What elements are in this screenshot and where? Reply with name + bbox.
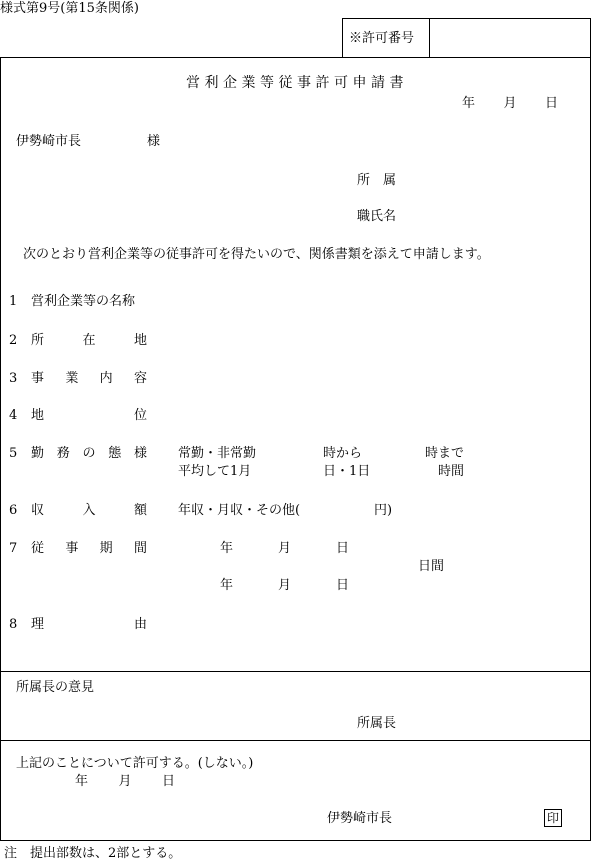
item-number: 4 xyxy=(9,408,18,423)
item-label-business-content: 事 業 内 容 xyxy=(31,371,147,386)
permit-number-box xyxy=(342,18,591,58)
chief-signer-label: 所属長 xyxy=(357,716,397,731)
item-label-reason: 理 由 xyxy=(31,617,147,632)
item-number: 5 xyxy=(9,446,18,461)
date-day: 日 xyxy=(544,96,558,111)
item-label-position: 地 位 xyxy=(31,408,147,423)
work-type-options: 常勤・非常勤 xyxy=(178,446,257,461)
work-start-hour-label: 時から xyxy=(323,446,363,461)
section-divider xyxy=(0,671,591,672)
item-number: 3 xyxy=(9,371,18,386)
item-label-work-mode: 勤 務 の 態 様 xyxy=(31,446,147,461)
submission-note: 注 提出部数は、2部とする。 xyxy=(4,846,182,861)
item-number: 7 xyxy=(9,541,18,556)
approval-statement: 上記のことについて許可する。(しない。) xyxy=(16,756,254,771)
section-divider xyxy=(0,740,591,741)
work-end-hour-label: 時まで xyxy=(425,446,465,461)
affiliation-label: 所 属 xyxy=(357,173,397,188)
seal-stamp-icon: 印 xyxy=(544,809,562,827)
date-month: 月 xyxy=(503,96,517,111)
item-number: 6 xyxy=(9,503,18,518)
item-label-location: 所 在 地 xyxy=(31,333,147,348)
approval-date: 年 月 日 xyxy=(75,774,175,789)
permit-number-divider xyxy=(429,19,430,57)
form-number-label: 様式第9号(第15条関係) xyxy=(0,1,139,16)
period-start-date: 年 月 日 xyxy=(220,541,349,556)
intro-statement: 次のとおり営利企業等の従事許可を得たいので、関係書類を添えて申請します。 xyxy=(23,247,490,262)
period-end-date: 年 月 日 xyxy=(220,578,349,593)
form-title: 営利企業等従事許可申請書 xyxy=(186,75,408,91)
period-days-label: 日間 xyxy=(418,559,445,574)
position-name-label: 職氏名 xyxy=(357,209,397,224)
monthly-average-label: 平均して1月 xyxy=(178,464,252,479)
item-label-income: 収 入 額 xyxy=(31,503,147,518)
permit-number-label: ※許可番号 xyxy=(349,31,415,46)
item-number: 8 xyxy=(9,617,18,632)
item-number: 1 xyxy=(9,294,18,309)
item-label-company-name: 営利企業等の名称 xyxy=(31,294,136,309)
date-year: 年 xyxy=(462,96,476,111)
days-per-day-label: 日・1日 xyxy=(323,464,371,479)
addressee-name: 伊勢崎市長 xyxy=(16,134,82,149)
mayor-signer-label: 伊勢崎市長 xyxy=(327,811,393,826)
item-label-service-period: 従 事 期 間 xyxy=(31,541,147,556)
chief-opinion-label: 所属長の意見 xyxy=(16,680,95,695)
hours-label: 時間 xyxy=(438,464,465,479)
income-yen-label: 円) xyxy=(374,503,393,518)
income-type-options: 年収・月収・その他( xyxy=(178,503,301,518)
application-date xyxy=(462,97,558,110)
item-number: 2 xyxy=(9,333,18,348)
addressee-honorific: 様 xyxy=(147,134,161,149)
